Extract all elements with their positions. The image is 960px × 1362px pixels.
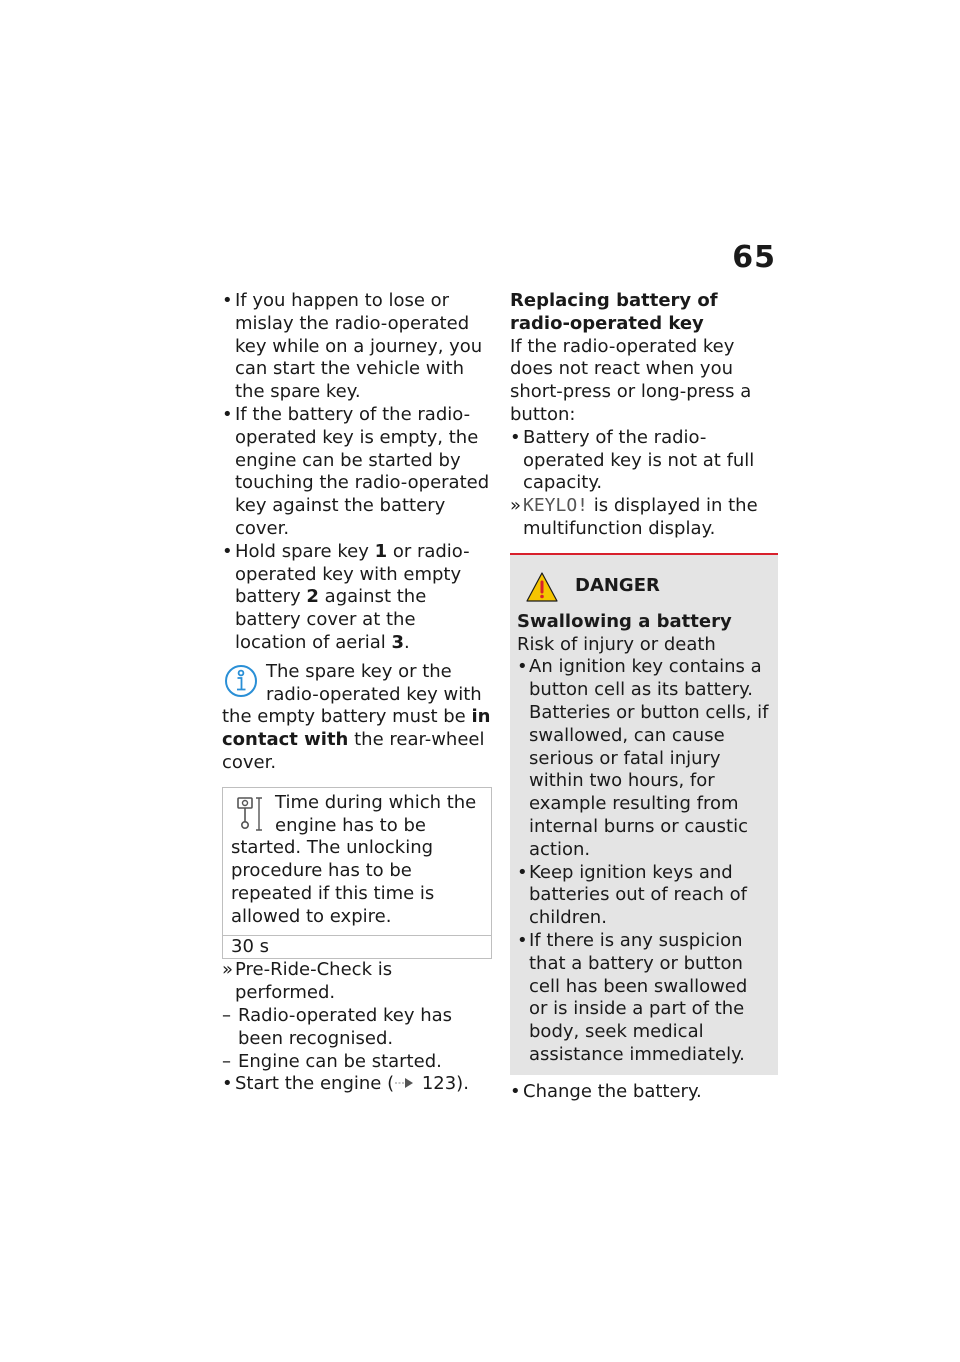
list-item: • Change the battery. xyxy=(510,1080,702,1102)
time-limit-text: Time during which the engine has to be started. The unlocking procedure has to be repeated if this time is allowed to expire. xyxy=(231,791,477,927)
key-number: 1 xyxy=(374,540,388,562)
danger-risk: Risk of injury or death xyxy=(517,633,716,655)
danger-item: • Keep ignition keys and batteries out of reach of children. xyxy=(517,861,747,929)
info-emphasis: in contact with xyxy=(222,706,491,751)
info-icon xyxy=(224,664,258,698)
list-item: • Start the engine ( 123). xyxy=(222,1073,469,1095)
result-marker: » xyxy=(510,495,522,517)
intro-text: If the radio-operated key does not react when you short-press or long-press a button: xyxy=(510,335,752,425)
danger-item: • An ignition key contains a button cell as its battery. Batteries or button cells, if swallowed, can cause serious or fatal injury within two hours, for example resulting from internal burns or caustic action. xyxy=(517,656,769,860)
danger-title: DANGER xyxy=(575,575,660,597)
time-limit-box xyxy=(222,787,492,960)
info-note xyxy=(222,661,492,775)
dash-marker: – xyxy=(222,1050,231,1072)
result-item: » Pre-Ride-Check is performed. xyxy=(222,959,393,1004)
danger-header xyxy=(525,567,770,607)
battery-number: 2 xyxy=(306,586,319,608)
left-column xyxy=(222,290,492,1096)
section-heading: Replacing battery of radio-operated key xyxy=(510,290,718,334)
page-number: 65 xyxy=(732,240,776,275)
danger-item: • If there is any suspicion that a battery or button cell has been swallowed or is inside a part of the body, seek medical assistance immediately. xyxy=(517,929,748,1065)
list-item-text: If you happen to lose or mislay the radio-operated key while on a journey, you can start the vehicle with the spare key. xyxy=(235,290,483,403)
bullet-marker: • xyxy=(517,861,528,883)
bullet-marker: • xyxy=(222,403,233,425)
list-item: • Battery of the radio-operated key is not at full capacity. xyxy=(510,426,755,494)
bullet-marker: • xyxy=(222,540,233,562)
result-marker: » xyxy=(222,959,234,981)
info-text: The spare key or the radio-operated key with the empty battery must be in contact with the rear-wheel cover. xyxy=(222,660,491,773)
list-item xyxy=(222,404,492,541)
page-reference-arrow-icon[interactable] xyxy=(394,1076,416,1090)
bullet-marker: • xyxy=(222,1073,233,1095)
list-item-text: Hold spare key 1 or radio-operated key with empty battery 2 against the battery cover at the location of aerial 3. xyxy=(235,540,470,653)
bullet-marker: • xyxy=(517,929,528,951)
warning-triangle-icon xyxy=(525,571,559,603)
danger-box xyxy=(510,553,778,1075)
list-item-text: If the battery of the radio-operated key is empty, the engine can be started by touching the radio-operated key against the battery cover. xyxy=(235,403,490,539)
result-item: » KEYLO! is displayed in the multifunction display. xyxy=(510,495,758,539)
danger-subtitle: Swallowing a battery xyxy=(517,610,732,632)
aerial-number: 3 xyxy=(391,631,405,653)
clock-timer-icon xyxy=(233,794,267,834)
right-column xyxy=(510,290,778,1104)
bullet-marker: • xyxy=(510,1080,521,1102)
list-item xyxy=(222,541,492,655)
time-limit-description xyxy=(223,788,491,935)
dash-item: – Radio-operated key has been recognised. xyxy=(222,1004,453,1049)
list-item xyxy=(222,290,492,404)
time-limit-value: 30 s xyxy=(223,935,491,959)
page-reference[interactable]: 123). xyxy=(416,1073,469,1095)
dash-item: – Engine can be started. xyxy=(222,1050,442,1072)
bullet-marker: • xyxy=(510,426,521,448)
bullet-marker: • xyxy=(517,656,528,678)
display-code: KEYLO! xyxy=(523,495,589,517)
dash-marker: – xyxy=(222,1004,231,1026)
bullet-marker: • xyxy=(222,290,233,311)
